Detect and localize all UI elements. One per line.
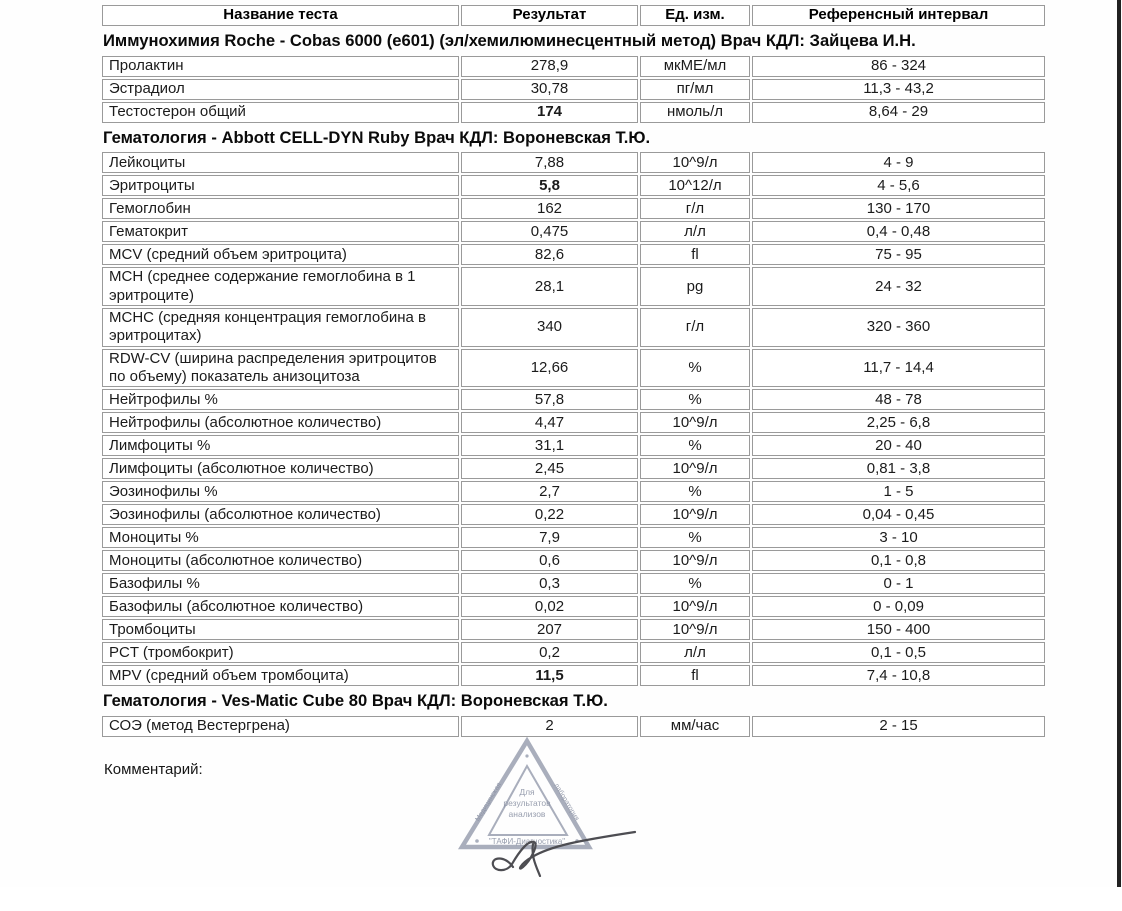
reference-cell: 48 - 78 [752,389,1045,410]
test-name-cell: PCT (тромбокрит) [102,642,459,663]
result-cell: 162 [461,198,638,219]
comment-section [100,761,1047,911]
comment-label: Комментарий: [104,760,203,778]
reference-cell: 20 - 40 [752,435,1045,456]
column-header-table [100,3,1047,28]
unit-cell: л/л [640,221,750,242]
section-table-1 [100,54,1047,125]
table-row [102,665,1045,686]
reference-cell: 320 - 360 [752,308,1045,347]
table-row [102,244,1045,265]
result-cell: 2,45 [461,458,638,479]
reference-cell: 75 - 95 [752,244,1045,265]
results-table [100,3,1047,739]
table-row [102,102,1045,123]
table-row [102,716,1045,737]
result-cell: 0,6 [461,550,638,571]
column-header: Результат [461,5,638,26]
column-header: Референсный интервал [752,5,1045,26]
reference-cell: 11,3 - 43,2 [752,79,1045,100]
test-name-cell: Эозинофилы (абсолютное количество) [102,504,459,525]
test-name-cell: Лимфоциты (абсолютное количество) [102,458,459,479]
unit-cell: 10^9/л [640,504,750,525]
result-cell: 278,9 [461,56,638,77]
column-header: Ед. изм. [640,5,750,26]
test-name-cell: Нейтрофилы (абсолютное количество) [102,412,459,433]
unit-cell: 10^9/л [640,596,750,617]
reference-cell: 0 - 1 [752,573,1045,594]
unit-cell: fl [640,244,750,265]
table-row [102,175,1045,196]
test-name-cell: Эозинофилы % [102,481,459,502]
result-cell: 174 [461,102,638,123]
reference-cell: 0,1 - 0,5 [752,642,1045,663]
test-name-cell: Лейкоциты [102,152,459,173]
unit-cell: пг/мл [640,79,750,100]
unit-cell: 10^9/л [640,458,750,479]
column-header: Название теста [102,5,459,26]
test-name-cell: Пролактин [102,56,459,77]
table-row [102,458,1045,479]
lab-stamp [420,735,660,877]
table-row [102,389,1045,410]
result-cell: 7,9 [461,527,638,548]
unit-cell: % [640,435,750,456]
unit-cell: % [640,349,750,388]
result-cell: 2 [461,716,638,737]
test-name-cell: Гематокрит [102,221,459,242]
reference-cell: 3 - 10 [752,527,1045,548]
table-row [102,573,1045,594]
result-cell: 0,475 [461,221,638,242]
result-cell: 5,8 [461,175,638,196]
result-cell: 340 [461,308,638,347]
reference-cell: 2 - 15 [752,716,1045,737]
result-cell: 30,78 [461,79,638,100]
result-cell: 31,1 [461,435,638,456]
stamp-bottom-text: "ТАФИ-Диагностика" [488,836,566,846]
scan-edge-line [1117,0,1121,887]
test-name-cell: Базофилы % [102,573,459,594]
report-content [100,3,1047,911]
table-row [102,550,1045,571]
result-cell: 7,88 [461,152,638,173]
reference-cell: 86 - 324 [752,56,1045,77]
unit-cell: pg [640,267,750,306]
test-name-cell: Тестостерон общий [102,102,459,123]
reference-cell: 4 - 9 [752,152,1045,173]
test-name-cell: Гемоглобин [102,198,459,219]
unit-cell: 10^9/л [640,412,750,433]
result-cell: 57,8 [461,389,638,410]
reference-cell: 0,4 - 0,48 [752,221,1045,242]
reference-cell: 24 - 32 [752,267,1045,306]
unit-cell: 10^9/л [640,619,750,640]
stamp-right-edge-text: лаборатория [552,782,581,823]
header-row [102,5,1045,26]
reference-cell: 1 - 5 [752,481,1045,502]
result-cell: 0,2 [461,642,638,663]
reference-cell: 130 - 170 [752,198,1045,219]
triangle-stamp-icon [420,735,660,877]
section-title-3: Гематология - Ves-Matic Cube 80 Врач КДЛ: Вороневская Т.Ю. [103,691,608,711]
section-table-2 [100,150,1047,688]
unit-cell: 10^12/л [640,175,750,196]
unit-cell: % [640,481,750,502]
reference-cell: 0,1 - 0,8 [752,550,1045,571]
table-row [102,481,1045,502]
table-row [102,198,1045,219]
reference-cell: 11,7 - 14,4 [752,349,1045,388]
reference-cell: 7,4 - 10,8 [752,665,1045,686]
reference-cell: 0 - 0,09 [752,596,1045,617]
unit-cell: л/л [640,642,750,663]
table-row [102,56,1045,77]
table-row [102,527,1045,548]
reference-cell: 0,04 - 0,45 [752,504,1045,525]
unit-cell: г/л [640,198,750,219]
unit-cell: нмоль/л [640,102,750,123]
stamp-text-line2: результатов [503,797,551,808]
test-name-cell: Моноциты % [102,527,459,548]
result-cell: 28,1 [461,267,638,306]
test-name-cell: MCHC (средняя концентрация гемоглобина в эритроцитах) [102,308,459,347]
unit-cell: 10^9/л [640,152,750,173]
section-title-1: Иммунохимия Roche - Cobas 6000 (e601) (эл/хемилюминесцентный метод) Врач КДЛ: Зайцева И.Н. [103,31,916,50]
stamp-text-line3: анализов [508,808,546,819]
stamp-text-line1: Для [519,786,535,797]
table-row [102,619,1045,640]
result-cell: 0,22 [461,504,638,525]
unit-cell: fl [640,665,750,686]
result-cell: 4,47 [461,412,638,433]
test-name-cell: Моноциты (абсолютное количество) [102,550,459,571]
table-row [102,349,1045,388]
result-cell: 2,7 [461,481,638,502]
test-name-cell: Эритроциты [102,175,459,196]
result-cell: 0,02 [461,596,638,617]
table-row [102,642,1045,663]
table-row [102,596,1045,617]
test-name-cell: СОЭ (метод Вестергрена) [102,716,459,737]
test-name-cell: MCH (среднее содержание гемоглобина в 1 эритроците) [102,267,459,306]
test-name-cell: RDW-CV (ширина распределения эритроцитов по объему) показатель анизоцитоза [102,349,459,388]
unit-cell: г/л [640,308,750,347]
table-row [102,152,1045,173]
reference-cell: 0,81 - 3,8 [752,458,1045,479]
result-cell: 12,66 [461,349,638,388]
table-row [102,435,1045,456]
unit-cell: мкМЕ/мл [640,56,750,77]
table-row [102,267,1045,306]
unit-cell: мм/час [640,716,750,737]
table-row [102,412,1045,433]
table-row [102,308,1045,347]
unit-cell: % [640,527,750,548]
test-name-cell: Лимфоциты % [102,435,459,456]
result-cell: 11,5 [461,665,638,686]
table-row [102,504,1045,525]
unit-cell: 10^9/л [640,550,750,571]
reference-cell: 4 - 5,6 [752,175,1045,196]
result-cell: 0,3 [461,573,638,594]
result-cell: 82,6 [461,244,638,265]
result-cell: 207 [461,619,638,640]
reference-cell: 2,25 - 6,8 [752,412,1045,433]
unit-cell: % [640,389,750,410]
test-name-cell: Нейтрофилы % [102,389,459,410]
section-title-2: Гематология - Abbott CELL-DYN Ruby Врач КДЛ: Вороневская Т.Ю. [103,127,651,147]
test-name-cell: MCV (средний объем эритроцита) [102,244,459,265]
reference-cell: 8,64 - 29 [752,102,1045,123]
test-name-cell: Базофилы (абсолютное количество) [102,596,459,617]
unit-cell: % [640,573,750,594]
test-name-cell: MPV (средний объем тромбоцита) [102,665,459,686]
table-row [102,221,1045,242]
test-name-cell: Эстрадиол [102,79,459,100]
test-name-cell: Тромбоциты [102,619,459,640]
reference-cell: 150 - 400 [752,619,1045,640]
stamp-left-edge-text: Медицинская [474,781,504,823]
table-row [102,79,1045,100]
